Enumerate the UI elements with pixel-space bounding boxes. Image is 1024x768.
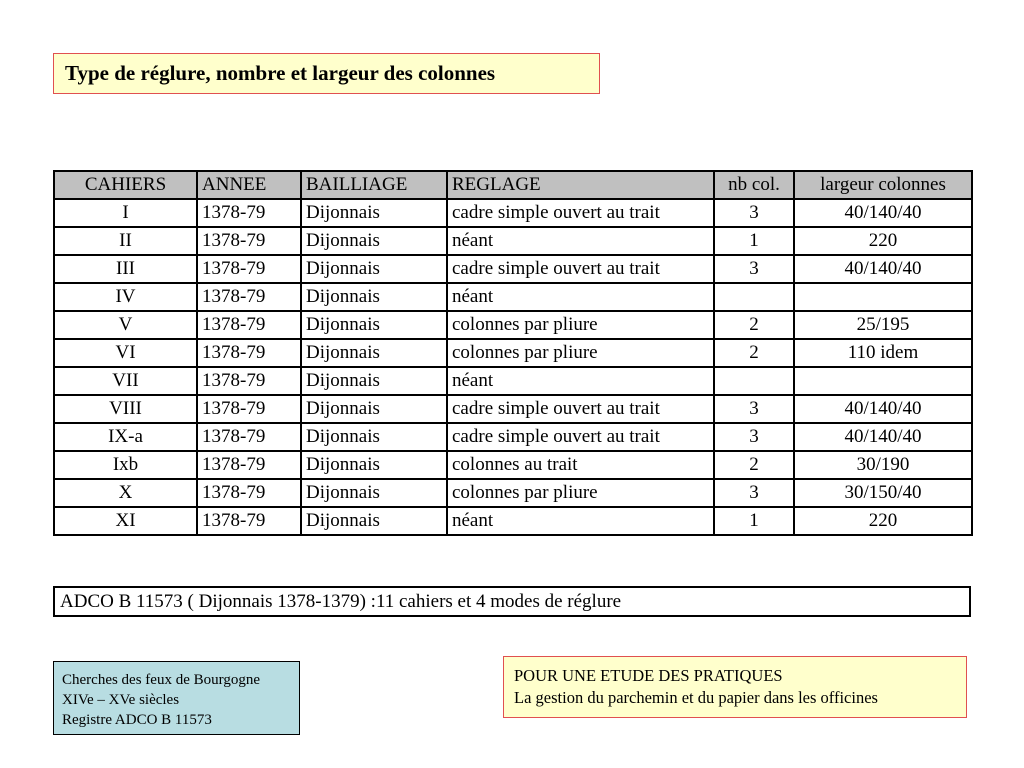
cell-nb-col: 3 [714, 423, 794, 451]
table-row [54, 339, 972, 367]
cell-annee: 1378-79 [197, 507, 301, 535]
table-body [54, 199, 972, 535]
cell-annee: 1378-79 [197, 395, 301, 423]
cell-reglage: colonnes au trait [447, 451, 714, 479]
cell-annee: 1378-79 [197, 339, 301, 367]
study-note-line-1: POUR UNE ETUDE DES PRATIQUES [514, 666, 783, 685]
cell-nb-col: 2 [714, 339, 794, 367]
cell-largeur: 30/190 [794, 451, 972, 479]
cell-largeur: 40/140/40 [794, 423, 972, 451]
table-row [54, 199, 972, 227]
cell-largeur [794, 367, 972, 395]
reglure-table [53, 170, 973, 536]
cell-bailliage: Dijonnais [301, 395, 447, 423]
table-row [54, 507, 972, 535]
source-note-line-2: XIVe – XVe siècles [62, 692, 180, 708]
cell-bailliage: Dijonnais [301, 507, 447, 535]
cell-largeur: 110 idem [794, 339, 972, 367]
cell-nb-col: 1 [714, 227, 794, 255]
source-note [53, 661, 300, 735]
cell-cahier: Ixb [54, 451, 197, 479]
cell-annee: 1378-79 [197, 451, 301, 479]
cell-reglage: néant [447, 367, 714, 395]
cell-reglage: colonnes par pliure [447, 339, 714, 367]
header-reglage: REGLAGE [447, 171, 714, 199]
cell-bailliage: Dijonnais [301, 339, 447, 367]
cell-reglage: cadre simple ouvert au trait [447, 255, 714, 283]
cell-annee: 1378-79 [197, 255, 301, 283]
source-note-line-1: Cherches des feux de Bourgogne [62, 672, 261, 688]
cell-largeur: 40/140/40 [794, 255, 972, 283]
table-row [54, 395, 972, 423]
summary-line [53, 586, 971, 617]
cell-bailliage: Dijonnais [301, 199, 447, 227]
cell-nb-col [714, 283, 794, 311]
cell-reglage: néant [447, 283, 714, 311]
cell-annee: 1378-79 [197, 367, 301, 395]
cell-cahier: VII [54, 367, 197, 395]
summary-source: ADCO B 11573 ( Dijonnais 1378-1379) : [60, 590, 376, 612]
cell-largeur: 40/140/40 [794, 395, 972, 423]
cell-largeur: 25/195 [794, 311, 972, 339]
cell-bailliage: Dijonnais [301, 423, 447, 451]
cell-cahier: IV [54, 283, 197, 311]
table-row [54, 255, 972, 283]
table-row [54, 423, 972, 451]
cell-largeur: 30/150/40 [794, 479, 972, 507]
header-bailliage: BAILLIAGE [301, 171, 447, 199]
header-nb-col: nb col. [714, 171, 794, 199]
cell-reglage: colonnes par pliure [447, 311, 714, 339]
table-row [54, 479, 972, 507]
cell-cahier: IX-a [54, 423, 197, 451]
table-row [54, 311, 972, 339]
cell-nb-col: 3 [714, 479, 794, 507]
cell-nb-col: 2 [714, 451, 794, 479]
header-annee: ANNEE [197, 171, 301, 199]
table-row [54, 451, 972, 479]
cell-largeur: 220 [794, 507, 972, 535]
cell-reglage: cadre simple ouvert au trait [447, 199, 714, 227]
cell-cahier: III [54, 255, 197, 283]
cell-bailliage: Dijonnais [301, 311, 447, 339]
cell-annee: 1378-79 [197, 227, 301, 255]
cell-nb-col: 3 [714, 255, 794, 283]
cell-cahier: II [54, 227, 197, 255]
page-title [53, 53, 600, 94]
cell-bailliage: Dijonnais [301, 255, 447, 283]
summary-description: 11 cahiers et 4 modes de réglure [375, 590, 622, 612]
cell-nb-col: 1 [714, 507, 794, 535]
cell-cahier: I [54, 199, 197, 227]
cell-annee: 1378-79 [197, 199, 301, 227]
cell-reglage: colonnes par pliure [447, 479, 714, 507]
table-row [54, 367, 972, 395]
cell-largeur: 220 [794, 227, 972, 255]
cell-bailliage: Dijonnais [301, 227, 447, 255]
cell-cahier: X [54, 479, 197, 507]
cell-cahier: VIII [54, 395, 197, 423]
header-largeur-colonnes: largeur colonnes [794, 171, 972, 199]
cell-annee: 1378-79 [197, 311, 301, 339]
cell-nb-col: 3 [714, 395, 794, 423]
cell-largeur [794, 283, 972, 311]
cell-nb-col [714, 367, 794, 395]
cell-annee: 1378-79 [197, 423, 301, 451]
cell-annee: 1378-79 [197, 283, 301, 311]
cell-annee: 1378-79 [197, 479, 301, 507]
cell-cahier: XI [54, 507, 197, 535]
study-note [503, 656, 967, 718]
cell-bailliage: Dijonnais [301, 367, 447, 395]
table-row [54, 227, 972, 255]
cell-cahier: VI [54, 339, 197, 367]
table-row [54, 283, 972, 311]
cell-cahier: V [54, 311, 197, 339]
header-cahiers: CAHIERS [54, 171, 197, 199]
table-header-row [54, 171, 972, 199]
cell-largeur: 40/140/40 [794, 199, 972, 227]
cell-reglage: néant [447, 507, 714, 535]
cell-reglage: néant [447, 227, 714, 255]
cell-nb-col: 2 [714, 311, 794, 339]
cell-reglage: cadre simple ouvert au trait [447, 395, 714, 423]
cell-reglage: cadre simple ouvert au trait [447, 423, 714, 451]
cell-nb-col: 3 [714, 199, 794, 227]
cell-bailliage: Dijonnais [301, 479, 447, 507]
study-note-line-2: La gestion du parchemin et du papier dans les officines [514, 688, 878, 707]
cell-bailliage: Dijonnais [301, 283, 447, 311]
cell-bailliage: Dijonnais [301, 451, 447, 479]
source-note-line-3: Registre ADCO B 11573 [62, 712, 212, 728]
page-title-text: Type de réglure, nombre et largeur des colonnes [65, 61, 496, 85]
